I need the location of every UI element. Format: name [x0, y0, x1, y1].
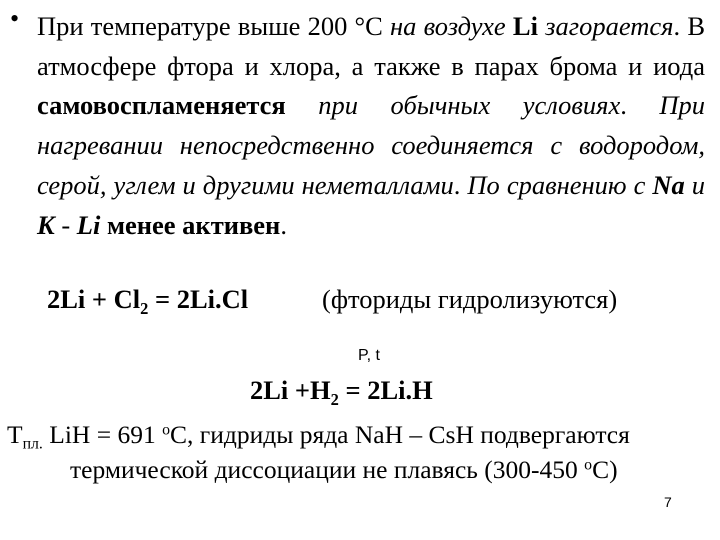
text-fragment: C): [592, 455, 618, 484]
temperature-symbol: T: [7, 420, 23, 449]
text-fragment: C, гидриды ряда NaH – CsH подвергаются: [170, 420, 630, 449]
dissociation-line: [70, 455, 618, 485]
text-fragment-italic: при обычных условиях: [318, 90, 621, 121]
reaction-condition: P, t: [358, 347, 380, 364]
text-fragment-bold: менее активен: [100, 209, 281, 240]
text-fragment: -: [54, 209, 77, 240]
equation-lithium-chlorine: [47, 284, 249, 318]
text-fragment-bold: самовоспламеняется: [37, 90, 286, 121]
equation-text: = 2Li.Cl: [148, 284, 249, 314]
bullet-marker: •: [10, 4, 20, 33]
text-fragment: .: [620, 90, 660, 121]
text-fragment: При температуре выше 200 °С: [37, 11, 391, 41]
text-space: [685, 170, 692, 200]
text-space: [506, 11, 513, 41]
lithium-symbol: Li: [512, 11, 538, 41]
text-fragment: . В атмосфере фтора и хлора, а также в парах брома и иода: [37, 11, 705, 81]
text-fragment-italic: загорается: [545, 11, 674, 41]
superscript: o: [584, 456, 593, 474]
text-fragment-italic: и: [691, 169, 706, 200]
text-fragment: .: [453, 169, 468, 200]
equation-text: 2Li + Cl: [47, 284, 141, 314]
sodium-symbol: Na: [652, 169, 685, 200]
page-number: 7: [664, 494, 672, 510]
text-fragment-italic: По сравнению с: [467, 169, 646, 200]
equation-left: [47, 284, 249, 318]
equation-text: 2Li +H: [250, 375, 331, 405]
text-space: [286, 90, 319, 120]
text-fragment-italic: При нагревании непосредственно соединяется с водородом, серой, углем и другими неметаллами: [37, 90, 706, 200]
text-fragment: термической диссоциации не плавясь (300-450: [70, 455, 585, 484]
superscript: o: [162, 421, 170, 439]
text-fragment-italic: на воздухе: [390, 11, 506, 41]
subscript: 2: [140, 298, 149, 318]
lithium-symbol: Li: [76, 209, 101, 240]
text-fragment: LiH = 691: [42, 420, 163, 449]
equation-lithium-hydrogen: [250, 375, 433, 409]
fluoride-note: (фториды гидролизуются): [322, 284, 618, 314]
equation-text: = 2Li.H: [338, 375, 433, 405]
subscript: пл.: [22, 435, 43, 453]
subscript: 2: [330, 389, 339, 409]
main-paragraph: [37, 7, 705, 245]
melting-point-line: [7, 420, 630, 453]
text-fragment: .: [280, 209, 287, 240]
potassium-symbol: K: [37, 209, 55, 240]
